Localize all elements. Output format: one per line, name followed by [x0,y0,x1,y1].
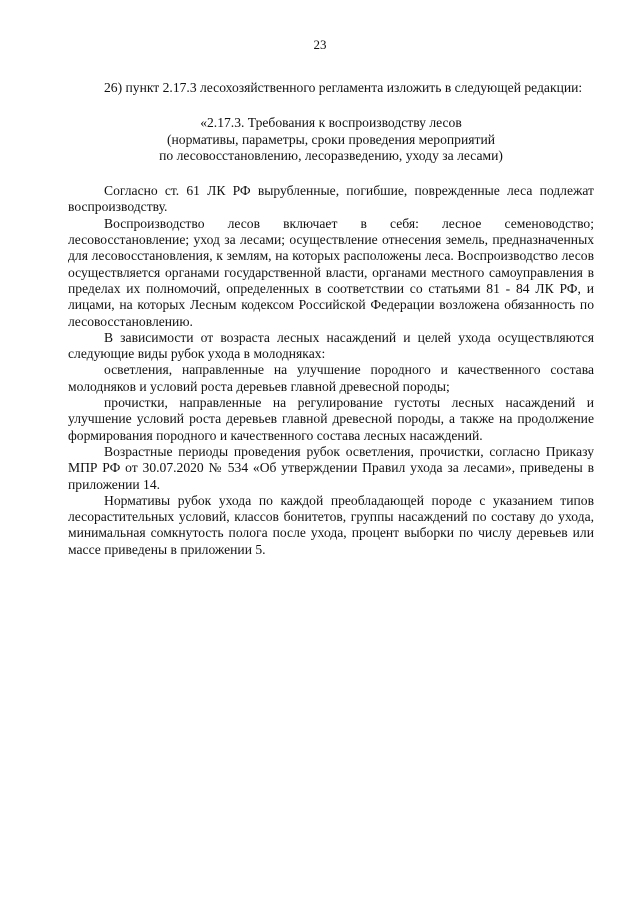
heading-line-1: «2.17.3. Требования к воспроизводству лесов [200,115,462,131]
paragraph-3: В зависимости от возраста лесных насаждений и целей ухода осуществляются следующие виды рубок ухода в молодняках: [68,329,594,362]
paragraph-2: Воспроизводство лесов включает в себя: лесное семеноводство; лесовосстановление; уход за лесами; осуществление отнесения земель, предназначенных для лесовосстановления, к землям, на которых расположены леса. Воспроизводство лесов осуществляется органами государственной власти, органами местного самоуправления в пределах их полномочий, определенных в соответствии со статьями 81 - 84 ЛК РФ, и лицами, на которых Лесным кодексом Российской Федерации возложена обязанность по лесовосстановлению. [68,215,594,329]
document-body [68,80,594,558]
paragraph-6: Возрастные периоды проведения рубок осветления, прочистки, согласно Приказу МПР РФ от 30.07.2020 № 534 «Об утверждении Правил ухода за лесами», приведены в приложении 14. [68,443,594,492]
section-heading [68,115,594,164]
paragraph-5: прочистки, направленные на регулирование густоты лесных насаждений и улучшение условий роста деревьев главной древесной породы, а также на продолжение формирования породного и качественного состава лесных насаждений. [68,395,594,443]
intro-paragraph: 26) пункт 2.17.3 лесохозяйственного регламента изложить в следующей редакции: [104,80,583,95]
paragraph-1: Согласно ст. 61 ЛК РФ вырубленные, погибшие, поврежденные леса подлежат воспроизводству. [68,183,594,215]
paragraph-7: Нормативы рубок ухода по каждой преобладающей породе с указанием типов лесорастительных условий, классов бонитетов, группы насаждений по составу до ухода, минимальная сомкнутость полога после ухода, процент выборки по числу деревьев или массе приведены в приложении 5. [68,492,594,557]
heading-line-3: по лесовосстановлению, лесоразведению, уходу за лесами) [159,147,503,163]
page-number: 23 [313,37,327,52]
spacer [68,164,594,183]
paragraph-4: осветления, направленные на улучшение породного и качественного состава молодняков и условий роста деревьев главной древесной породы; [68,362,594,394]
heading-line-2: (нормативы, параметры, сроки проведения мероприятий [167,131,495,147]
spacer [68,96,594,115]
